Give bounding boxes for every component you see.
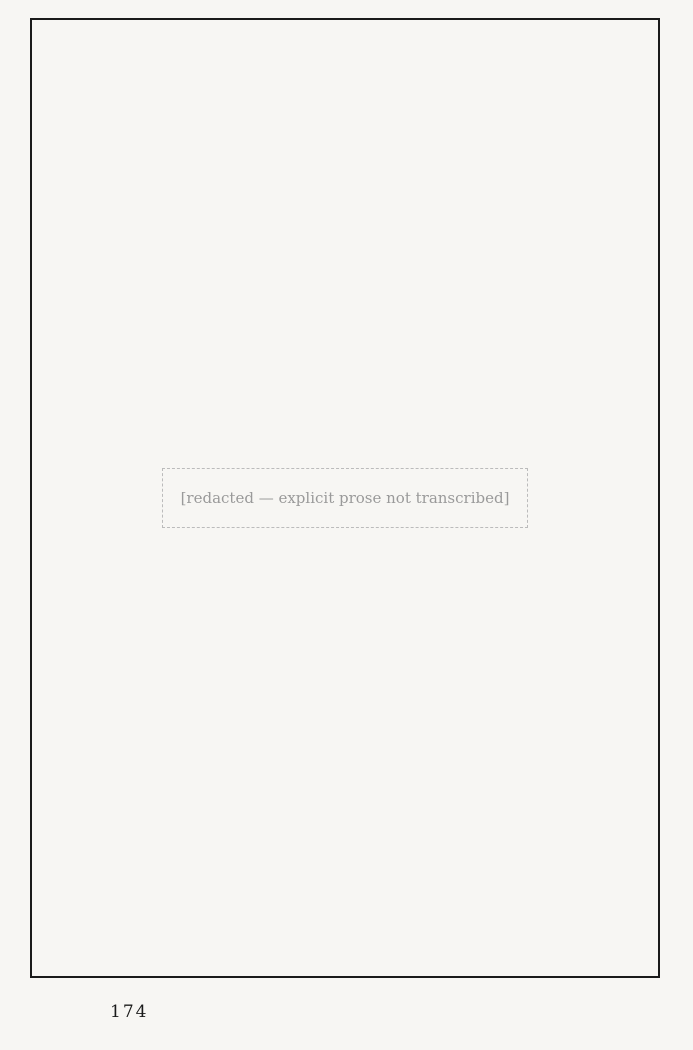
- page-number: 174: [110, 1002, 149, 1022]
- body-text-area: [68, 60, 622, 936]
- redacted-text-placeholder: [redacted — explicit prose not transcribed]: [162, 468, 529, 529]
- page-border: [30, 18, 660, 978]
